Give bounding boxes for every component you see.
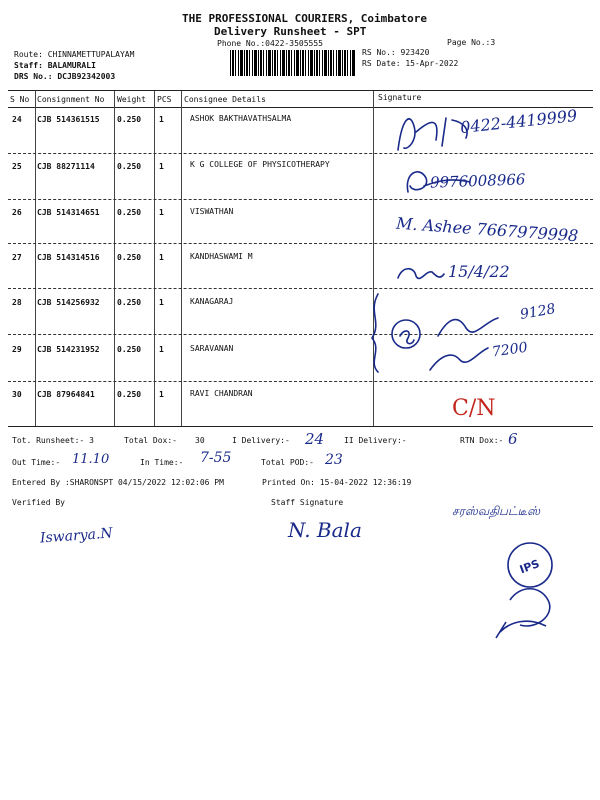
signature-row-26: M. Ashee 7667979998 [395, 213, 579, 246]
document-title: Delivery Runsheet - SPT [214, 25, 367, 38]
out-time-value: 11.10 [72, 452, 110, 467]
total-pod-value: 23 [325, 452, 343, 468]
row-consignee: SARAVANAN [190, 344, 234, 353]
row-consignee: KANDHASWAMI M [190, 252, 253, 261]
total-pod-label: Total POD:- [261, 458, 314, 467]
rtn-dox-label: RTN Dox:- [460, 436, 504, 445]
staff-name: Staff: BALAMURALI [14, 61, 96, 70]
signature-row-29: 7200 [491, 339, 529, 361]
signature-row-25: 9976008966 [429, 170, 526, 192]
col-weight: Weight [117, 95, 146, 104]
tot-runsheet: Tot. Runsheet:- 3 [12, 436, 94, 445]
row-sno: 25 [12, 162, 22, 171]
ii-delivery-label: II Delivery:- [344, 436, 407, 445]
drs-number: DRS No.: DCJB92342003 [14, 72, 116, 81]
rtn-dox-value: 6 [508, 430, 518, 448]
row-weight: 0.250 [117, 390, 142, 399]
stamp-text: IPS [517, 557, 542, 577]
row-weight: 0.250 [117, 115, 142, 124]
row-pcs: 1 [159, 390, 164, 399]
row-sno: 24 [12, 115, 22, 124]
row-pcs: 1 [159, 345, 164, 354]
printed-on: Printed On: 15-04-2022 12:36:19 [262, 478, 412, 487]
i-delivery-value: 24 [305, 430, 325, 448]
total-dox-label: Total Dox:- [124, 436, 177, 445]
row-consignment: CJB 87964841 [37, 390, 95, 399]
row-consignee: KANAGARAJ [190, 297, 234, 306]
company-name: THE PROFESSIONAL COURIERS, Coimbatore [182, 12, 428, 25]
staff-signature-label: Staff Signature [271, 498, 344, 507]
row-consignment: CJB 514361515 [37, 115, 100, 124]
phone-number: Phone No.:0422-3505555 [217, 39, 323, 48]
row-sno: 28 [12, 298, 22, 307]
row-pcs: 1 [159, 115, 164, 124]
row-sno: 26 [12, 208, 22, 217]
row-consignment: CJB 514256932 [37, 298, 100, 307]
row-pcs: 1 [159, 208, 164, 217]
row-weight: 0.250 [117, 298, 142, 307]
entered-by: Entered By :SHARONSPT 04/15/2022 12:02:06 PM [12, 478, 224, 487]
row-consignee: K G COLLEGE OF PHYSICOTHERAPY [190, 160, 330, 169]
i-delivery-label: I Delivery:- [232, 436, 290, 445]
col-pcs: PCS [157, 95, 172, 104]
col-consignee: Consignee Details [184, 95, 266, 104]
signature-row-27: 15/4/22 [448, 262, 510, 281]
row-sno: 30 [12, 390, 22, 399]
total-dox-value: 30 [195, 436, 205, 445]
signature-row-30: C/N [452, 396, 496, 421]
page-number: Page No.:3 [447, 38, 496, 47]
tamil-signature: சரஸ்வதிபட்டீஸ் [452, 504, 540, 518]
route: Route: CHINNAMETTUPALAYAM [14, 50, 135, 59]
row-pcs: 1 [159, 162, 164, 171]
in-time-label: In Time:- [140, 458, 184, 467]
verifier-signature: Iswarya.N [39, 525, 114, 547]
rs-date: RS Date: 15-Apr-2022 [362, 59, 459, 68]
row-consignment: CJB 514314516 [37, 253, 100, 262]
row-consignment: CJB 514231952 [37, 345, 100, 354]
row-weight: 0.250 [117, 345, 142, 354]
row-consignee: VISWATHAN [190, 207, 234, 216]
col-signature: Signature [378, 93, 422, 102]
row-weight: 0.250 [117, 162, 142, 171]
row-sno: 27 [12, 253, 22, 262]
row-weight: 0.250 [117, 208, 142, 217]
signature-row-28: 9128 [518, 301, 557, 323]
row-consignment: CJB 514314651 [37, 208, 100, 217]
row-pcs: 1 [159, 253, 164, 262]
row-consignee: ASHOK BAKTHAVATHSALMA [190, 114, 292, 123]
staff-signature: N. Bala [288, 518, 362, 542]
row-consignee: RAVI CHANDRAN [190, 389, 253, 398]
row-weight: 0.250 [117, 253, 142, 262]
col-consignment: Consignment No [37, 95, 105, 104]
row-pcs: 1 [159, 298, 164, 307]
signature-row-24: 0422-4419999 [459, 105, 579, 138]
out-time-label: Out Time:- [12, 458, 61, 467]
rs-number: RS No.: 923420 [362, 48, 430, 57]
verified-by-label: Verified By [12, 498, 65, 507]
row-sno: 29 [12, 345, 22, 354]
in-time-value: 7-55 [200, 450, 232, 466]
row-consignment: CJB 88271114 [37, 162, 95, 171]
col-sno: S No [10, 95, 30, 104]
